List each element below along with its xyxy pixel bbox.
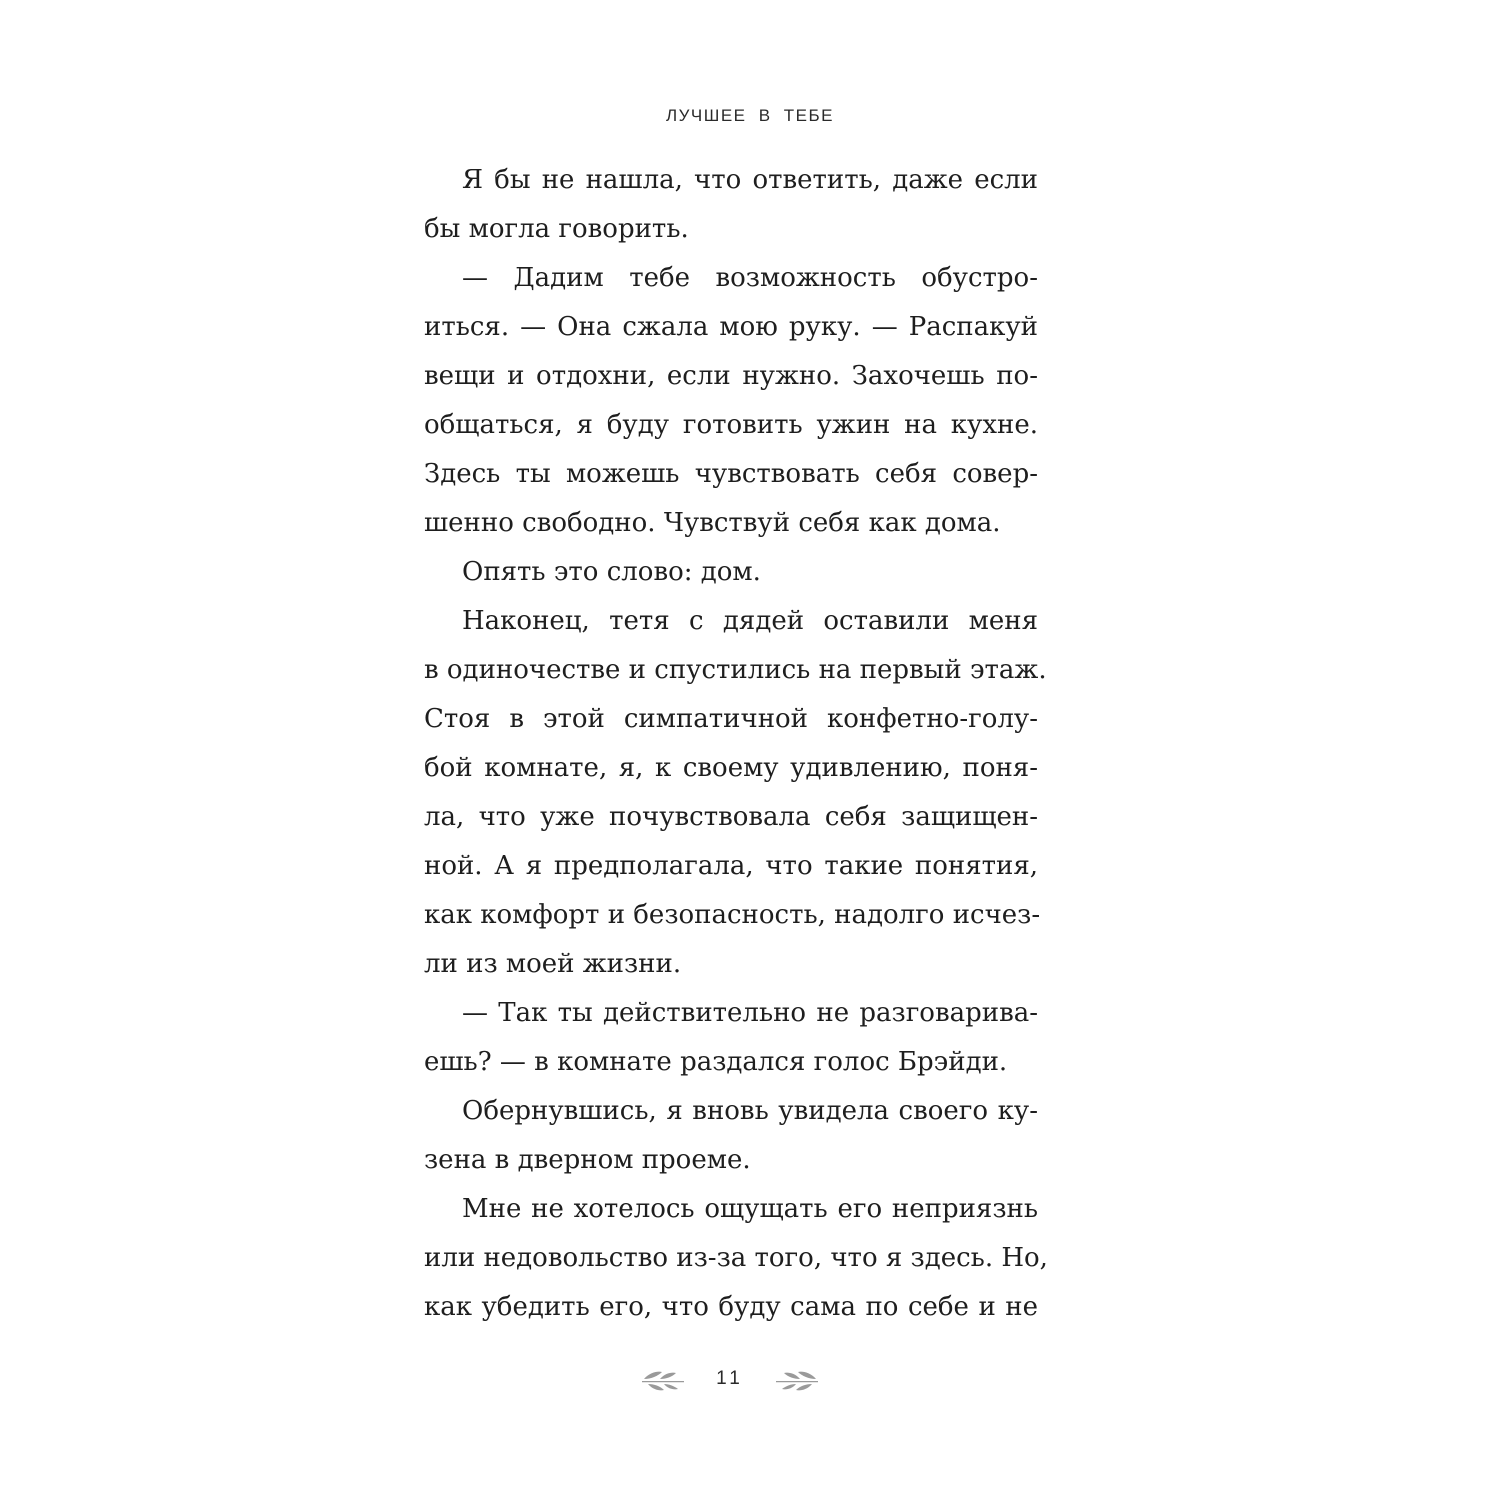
paragraph-2 xyxy=(424,254,1038,548)
text-line: как комфорт и безопасность, надолго исчез- xyxy=(424,900,1041,930)
paragraph-1 xyxy=(424,156,1038,254)
folio xyxy=(0,1362,1500,1402)
text-line: вещи и отдохни, если нужно. Захочешь по- xyxy=(424,361,1038,391)
paragraph-7 xyxy=(424,1185,1048,1332)
text-line: Мне не хотелось ощущать его неприязнь xyxy=(462,1194,1038,1224)
paragraph-5 xyxy=(424,989,1038,1087)
text-line: бой комнате, я, к своему удивлению, поня- xyxy=(424,753,1038,783)
text-line: зена в дверном проеме. xyxy=(424,1145,751,1175)
text-line: Здесь ты можешь чувствовать себя совер- xyxy=(424,459,1038,489)
text-line: иться. — Она сжала мою руку. — Распакуй xyxy=(424,312,1038,342)
text-line: ли из моей жизни. xyxy=(424,949,682,979)
text-line: — Так ты действительно не разговарива- xyxy=(462,998,1038,1028)
leaf-sprig-icon xyxy=(772,1368,820,1398)
text-line: Обернувшись, я вновь увидела своего ку- xyxy=(462,1096,1038,1126)
page-number: 11 xyxy=(716,1368,744,1389)
leaf-sprig-icon xyxy=(640,1368,688,1398)
paragraph-4 xyxy=(424,597,1047,989)
text-line: шенно свободно. Чувствуй себя как дома. xyxy=(424,508,1001,538)
text-line: ной. А я предполагала, что такие понятия, xyxy=(424,851,1038,881)
text-line: ла, что уже почувствовала себя защищен- xyxy=(424,802,1038,832)
paragraph-3 xyxy=(424,548,1038,597)
body-text xyxy=(424,156,1048,1332)
text-line: Стоя в этой симпатичной конфетно-голу- xyxy=(424,704,1038,734)
paragraph-6 xyxy=(424,1087,1038,1185)
text-line: или недовольство из-за того, что я здесь. Но, xyxy=(424,1243,1048,1273)
text-line: Я бы не нашла, что ответить, даже если xyxy=(462,165,1038,195)
text-line: бы могла говорить. xyxy=(424,214,689,244)
running-head: ЛУЧШЕЕ В ТЕБЕ xyxy=(665,106,835,125)
text-line: общаться, я буду готовить ужин на кухне. xyxy=(424,410,1038,440)
text-line: Опять это слово: дом. xyxy=(462,557,761,587)
text-line: в одиночестве и спустились на первый этаж. xyxy=(424,655,1047,685)
text-line: как убедить его, что буду сама по себе и не xyxy=(424,1292,1038,1322)
text-line: Наконец, тетя с дядей оставили меня xyxy=(462,606,1038,636)
text-line: — Дадим тебе возможность обустро- xyxy=(462,263,1038,293)
text-line: ешь? — в комнате раздался голос Брэйди. xyxy=(424,1047,1008,1077)
